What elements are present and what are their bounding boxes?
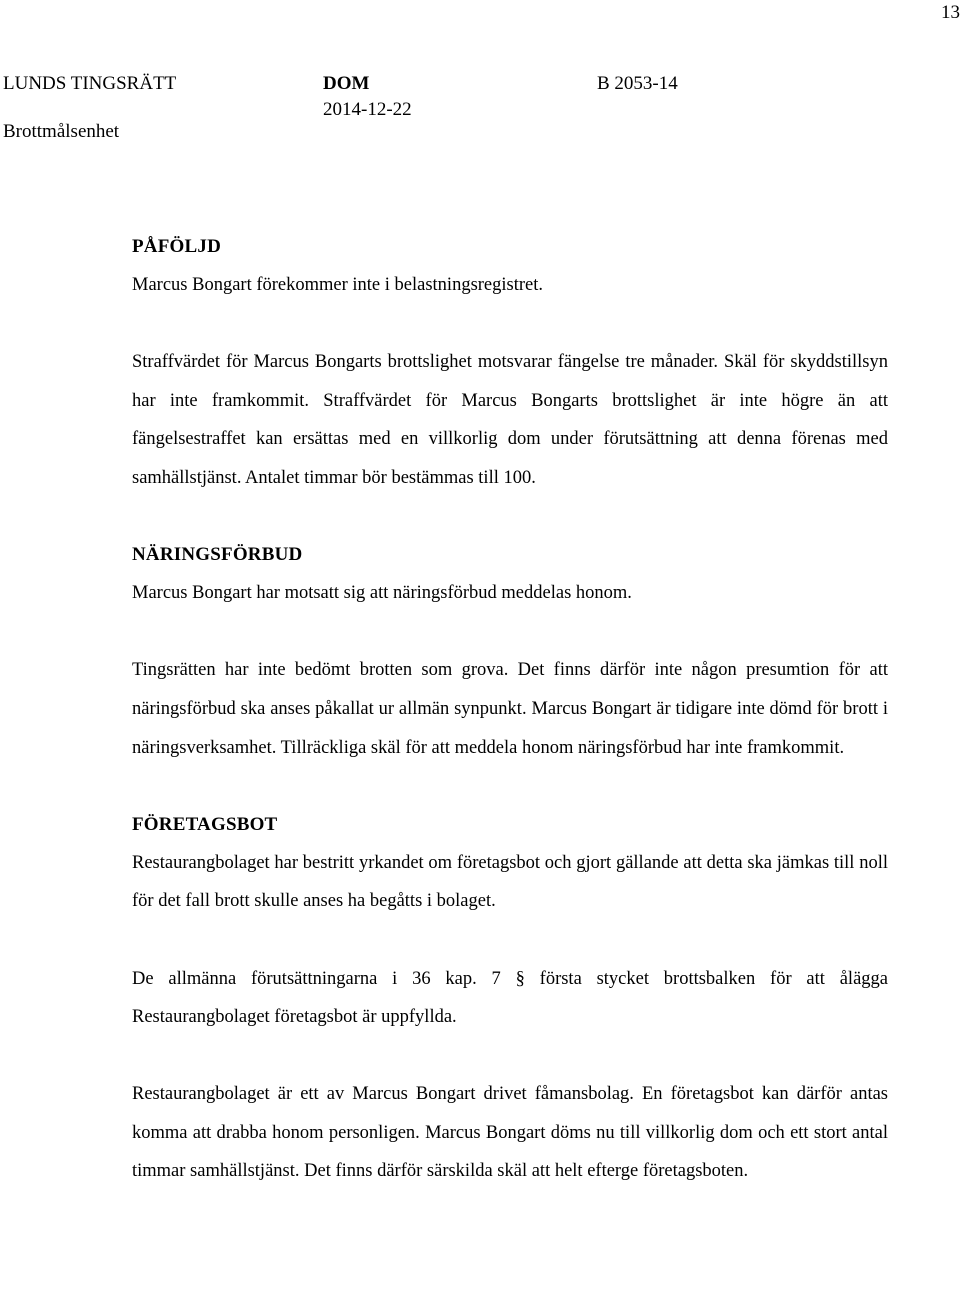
paragraph: Tingsrätten har inte bedömt brotten som grova. Det finns därför inte någon presumtion för att näringsförbud ska anses påkallat ur allmän synpunkt. Marcus Bongart är tidigare inte dömd för brott i näringsverksamhet. Tillräckliga skäl för att meddela honom näringsförbud har inte framkommit. <box>132 660 888 758</box>
paragraph: Marcus Bongart har motsatt sig att näringsförbud meddelas honom. <box>132 583 632 604</box>
section-heading: NÄRINGSFÖRBUD <box>132 544 303 566</box>
section-heading: FÖRETAGSBOT <box>132 813 278 835</box>
document-type: DOM <box>323 73 370 94</box>
section-pafoljd <box>132 228 888 498</box>
paragraph: Restaurangbolaget har bestritt yrkandet om företagsbot och gjort gällande att detta ska jämkas till noll för det fall brott skulle anses ha begåtts i bolaget. <box>132 852 888 912</box>
court-name: LUNDS TINGSRÄTT <box>3 73 177 94</box>
document-body <box>132 228 888 1191</box>
page-number: 13 <box>941 2 960 23</box>
document-date: 2014-12-22 <box>323 99 412 120</box>
paragraph: Straffvärdet för Marcus Bongarts brottslighet motsvarar fängelse tre månader. Skäl för skyddstillsyn har inte framkommit. Straffvärdet för Marcus Bongarts brottslighet är inte högre än att fängelsestraffet kan ersättas med en villkorlig dom under förutsättning att denna förenas med samhällstjänst. Antalet timmar bör bestämmas till 100. <box>132 352 888 488</box>
court-unit: Brottmålsenhet <box>3 121 120 142</box>
paragraph: Restaurangbolaget är ett av Marcus Bongart drivet fåmansbolag. En företagsbot kan därför antas komma att drabba honom personligen. Marcus Bongart döms nu till villkorlig dom och ett stort antal timmar samhällstjänst. Det finns därför särskilda skäl att helt efterge företagsboten. <box>132 1084 888 1182</box>
paragraph: Marcus Bongart förekommer inte i belastningsregistret. <box>132 275 544 295</box>
section-naringsforbud <box>132 536 888 767</box>
paragraph: De allmänna förutsättningarna i 36 kap. 7 § första stycket brottsbalken för att ålägga Restaurangbolaget företagsbot är uppfyllda. <box>132 968 888 1028</box>
case-number: B 2053-14 <box>597 73 678 94</box>
section-heading: PÅFÖLJD <box>132 236 222 257</box>
section-foretagsbot <box>132 806 888 1191</box>
